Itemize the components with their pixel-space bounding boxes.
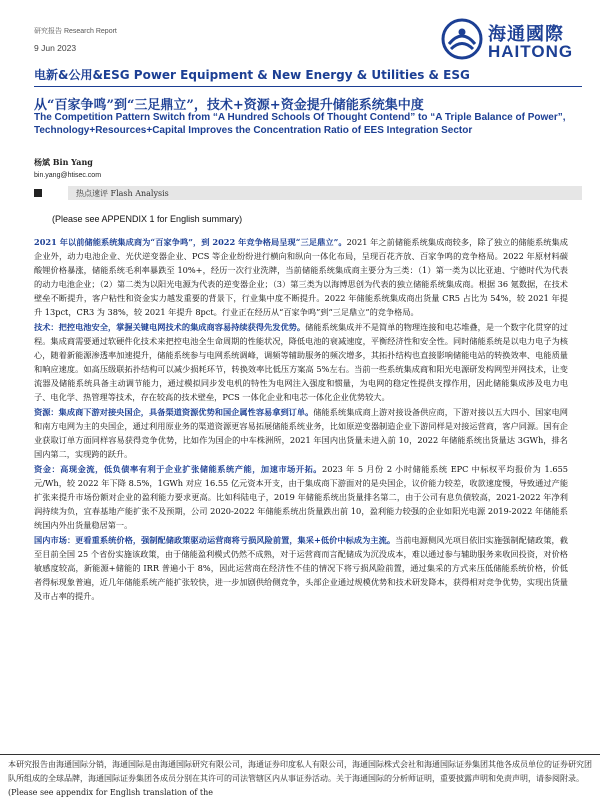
analyst-email[interactable]: bin.yang@htisec.com xyxy=(34,172,102,179)
sector-title: 电新&公用&ESG Power Equipment & New Energy & Utilities & ESG xyxy=(34,68,470,82)
sector-divider xyxy=(34,86,582,87)
paragraph-lead: 国内市场：更看重系统价格，强制配储政策驱动运营商将亏损风险前置，集采+低价中标成为主流。 xyxy=(34,535,396,545)
paragraph-lead: 资源：集成商下游对接央国企，具备渠道资源优势和国企属性容易拿到订单。 xyxy=(34,407,314,417)
paragraph-lead: 技术：把控电池安全，掌握关键电网技术的集成商容易持续获得先发优势。 xyxy=(34,322,306,332)
haitong-logo xyxy=(441,18,581,62)
paragraph-lead: 资金：高现金流，低负债率有利于企业扩张储能系统产能，加速市场开拓。 xyxy=(34,464,323,474)
haitong-logo-icon xyxy=(441,18,483,60)
paragraph xyxy=(34,533,568,603)
report-header xyxy=(34,26,117,53)
footer-divider xyxy=(0,754,600,755)
logo-text-en: HAITONG xyxy=(488,42,574,61)
paragraph xyxy=(34,462,568,532)
flash-label: 热点速评 Flash Analysis xyxy=(76,189,169,198)
paragraph-text: 当前电源侧风光项目依旧实施强制配储政策，截至目前全国 25 个省份实施该政策，由于储能盈利模式仍然不成熟，对于运营商而言配储成为沉没成本，难以通过参与辅助服务来收回投资，对价格敏感度较高，新能源+储能的 IRR 普遍小于 8%，因此运营商在经济性不佳的情况下将亏损风险前置，通过集采的方式来压低储能系统价格，价低者得标现象普遍，近几年储能系统产能扩张较快，进一步加剧供给侧竞争，头部企业通过规模优势和技术研发降本，获得相对竞争优势，实现出货量及市占率的提升。 xyxy=(34,535,568,601)
report-title-en: The Competition Pattern Switch from “A Hundred Schools Of Thought Contend” to “A Triple Balance of Power”, Technology+Resources+Capital Improves the Concentration Ratio of EES Integration Sector xyxy=(34,112,566,136)
paragraph-text: 2023 年 5 月份 2 小时储能系统 EPC 中标权平均报价为 1.655 元/Wh，较 2022 年下降 8.5%，1GWh 对应 16.55 亿元资本开支，由于集成商下游面对的是央国企，议价能力较差，收款速度慢，导致通过产能扩张来提升市场份额对企业的盈利能力要求更高。比如科陆电子，2019 年储能系统出货量排名第二，由于公司有息负债较高，2021-2022 年净利润持续为负，宜春基地产能扩张不及预期，公司 2020-2022 年储能系统出货量跌出前 10，盈利能力较强的企业如阳光电源 2019-2022 年储能系统国内外出货量稳居第一。 xyxy=(34,464,568,530)
footer-text: 本研究报告由海通国际分销，海通国际是由海通国际研究有限公司，海通证券印度私人有限公司，海通国际株式会社和海通国际证券集团其他各成员单位的证券研究团队所组成的全球品牌，海通国际证券集团各成员分别在其许可的司法管辖区内从事证券活动。关于海通国际的分析师证明，重要披露声明和免责声明，请参阅附录。(Please see appendix for English translation of the xyxy=(8,760,592,797)
paragraph xyxy=(34,405,568,461)
paragraph xyxy=(34,320,568,404)
report-type: 研究报告 Research Report xyxy=(34,28,117,35)
paragraph-text: 2021 年之前储能系统集成商较多，除了独立的储能系统集成企业外，动力电池企业、光伏逆变器企业、PCS 等企业纷纷进行横向和纵向一体化布局，呈现百花齐放、百家争鸣的竞争格局。2022 年原材料碳酸锂价格暴涨，储能系统毛利率暴跌至 10%+，经历一次行业洗牌，当前储能系统集成商主要分为三类：（1）第一类为以比亚迪、宁德时代为代表的动力电池企业；（2）第二类为以阳光电源为代表的逆变器企业；（3）第三类为以海博思创为代表的独立储能系统集成商。根据 36 氪数据，在技术壁垒不断提升，客户粘性和资金实力越发重要的背景下，行业集中度不断提升。2022 年储能系统集成商出货量 CR5 占比为 54%，较 2021 年提升 13pct，CR3 为 38%，较 2021 年提升 8pct。行业正在经历从“百家争鸣”到“三足鼎立”的竞争格局。 xyxy=(34,237,568,317)
analyst-name: 杨斌 Bin Yang xyxy=(34,157,93,167)
appendix-note: (Please see APPENDIX 1 for English summary) xyxy=(52,214,243,224)
paragraph-text: 储能系统集成商上游对接设备供应商，下游对接以五大四小、国家电网和南方电网为主的央国企，通过利用原业务的渠道资源更容易拓展储能系统业务，比如原逆变器制造企业下游同样是对接运营商，客户同源。国有企业获取订单方面同样容易获得竞争优势，比如作为国企的中车株洲所，2021 年国内出货量未进入前 10，2022 年储能系统出货量达 3GWh，排名国内第二，实现跨的跃升。 xyxy=(34,407,568,459)
report-date: 9 Jun 2023 xyxy=(34,43,77,53)
disclaimer-footer xyxy=(0,754,600,800)
paragraph-lead: 2021 年以前储能系统集成商为“百家争鸣”，到 2022 年竞争格局呈现“三足鼎立”。 xyxy=(34,237,347,247)
paragraph-text: 储能系统集成并不是简单的物理连接和电芯堆叠，是一个数字化贯穿的过程。集成商需要通过软硬件化技术来把控电池全生命周期的性能状况，降低电池的衰减速度，平衡经济性和安全性。同时储能系统是以电力电子为核心，随着新能源渗透率加速提升，储能系统参与电网系统调峰，调频等辅助服务的频次增多，其拓扑结构也直接影响储能电站的转换效率、电能质量和响应速度。如高压级联拓扑结构可以减少损耗环节，转换效率比低压方案高 5%左右。当前一些系统集成商和阳光电源研发构网型并网技术，让变流器及储能系统具备主动调节能力，通过模拟同步发电机的特性为电网注入强度和惯量，为电网的稳定性提供支撑作用，因此储能集成涉及电力电子、电化学、热管理等技术，存在较高的技术壁垒，PCS 一体化企业和电芯一体化企业优势较大。 xyxy=(34,322,568,402)
report-body xyxy=(34,235,568,604)
paragraph xyxy=(34,235,568,319)
flash-square-icon xyxy=(34,189,42,197)
logo-text-cn: 海通國際 xyxy=(488,24,564,45)
report-title-cn: 从“百家争鸣”到“三足鼎立”，技术+资源+资金提升储能系统集中度 xyxy=(34,98,424,113)
flash-analysis-banner xyxy=(34,186,582,200)
